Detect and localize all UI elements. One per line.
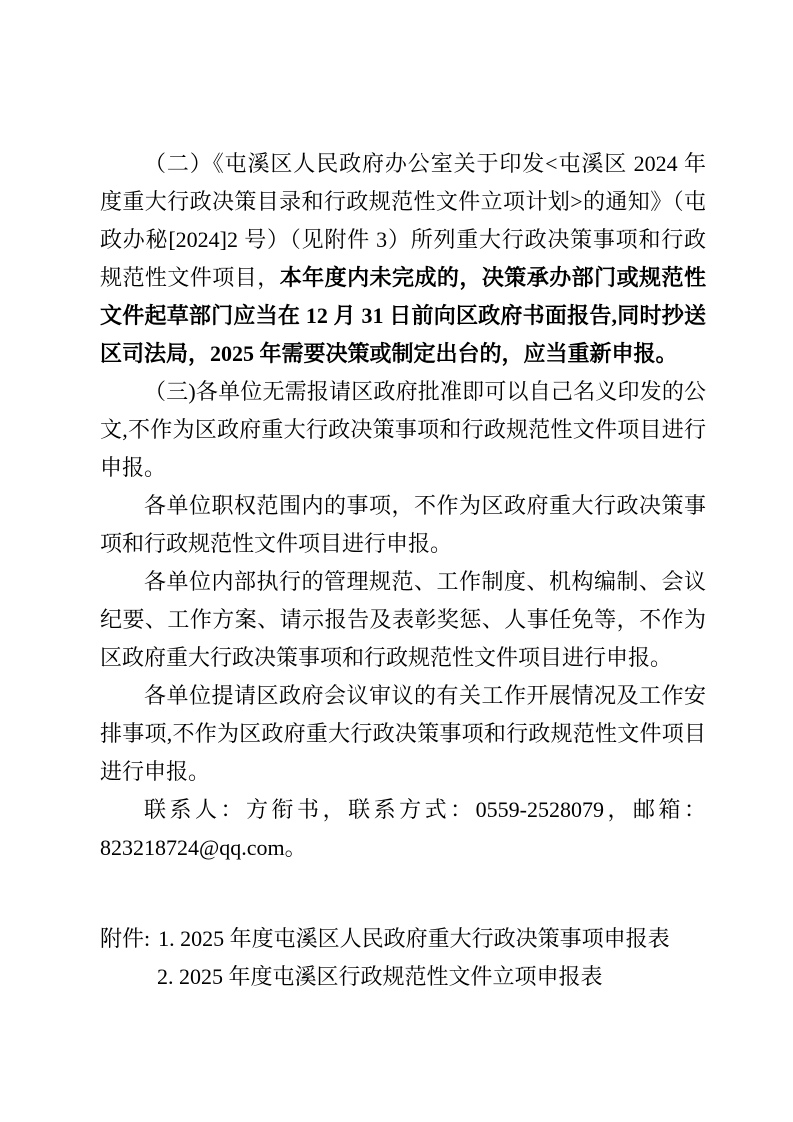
- text-run: 各单位职权范围内的事项，不作为区政府重大行政决策事项和行政规范性文件项目进行申报。: [100, 493, 706, 556]
- para-internal-matters: [100, 563, 706, 677]
- para-item-3: [100, 373, 706, 487]
- text-run: 各单位内部执行的管理规范、工作制度、机构编制、会议纪要、工作方案、请示报告及表彰奖惩、人事任免等，不作为区政府重大行政决策事项和行政规范性文件项目进行申报。: [100, 569, 706, 670]
- attachment-item-2: 2. 2025 年度屯溪区行政规范性文件立项申报表: [157, 964, 603, 989]
- text-run: （三)各单位无需报请区政府批准即可以自己名义印发的公文,不作为区政府重大行政决策事项和行政规范性文件项目进行申报。: [100, 379, 706, 480]
- attachments-label: 附件:: [100, 926, 151, 951]
- text-run: 各单位提请区政府会议审议的有关工作开展情况及工作安排事项,不作为区政府重大行政决策事项和行政规范性文件项目进行申报。: [100, 683, 706, 784]
- text-run: （二）《屯溪区人民政府办公室关于印发<屯溪区 2024 年度重大行政决策目录和行政规范性文件立项计划>的通知》（屯政办秘[2024]2 号）（见附件 3）所列重大行政决策事项和行政规范性文件项目，: [100, 151, 706, 290]
- attachment-line-1: [100, 920, 740, 958]
- para-scope-matters: [100, 487, 706, 563]
- document-body: [100, 145, 706, 867]
- para-contact: [100, 791, 706, 867]
- attachment-item-1: 1. 2025 年度屯溪区人民政府重大行政决策事项申报表: [158, 926, 670, 951]
- attachment-line-2: [100, 958, 740, 996]
- para-item-2: [100, 145, 706, 373]
- para-meeting-matters: [100, 677, 706, 791]
- attachments-section: [100, 920, 740, 996]
- text-run-bold: 本年度内未完成的，决策承办部门或规范性文件起草部门应当在 12 月 31 日前向区政府书面报告,同时抄送区司法局，2025 年需要决策或制定出台的，应当重新申报。: [100, 265, 706, 366]
- text-run: 联系人：方衔书，联系方式：0559-2528079，邮箱：823218724@qq.com。: [100, 797, 706, 860]
